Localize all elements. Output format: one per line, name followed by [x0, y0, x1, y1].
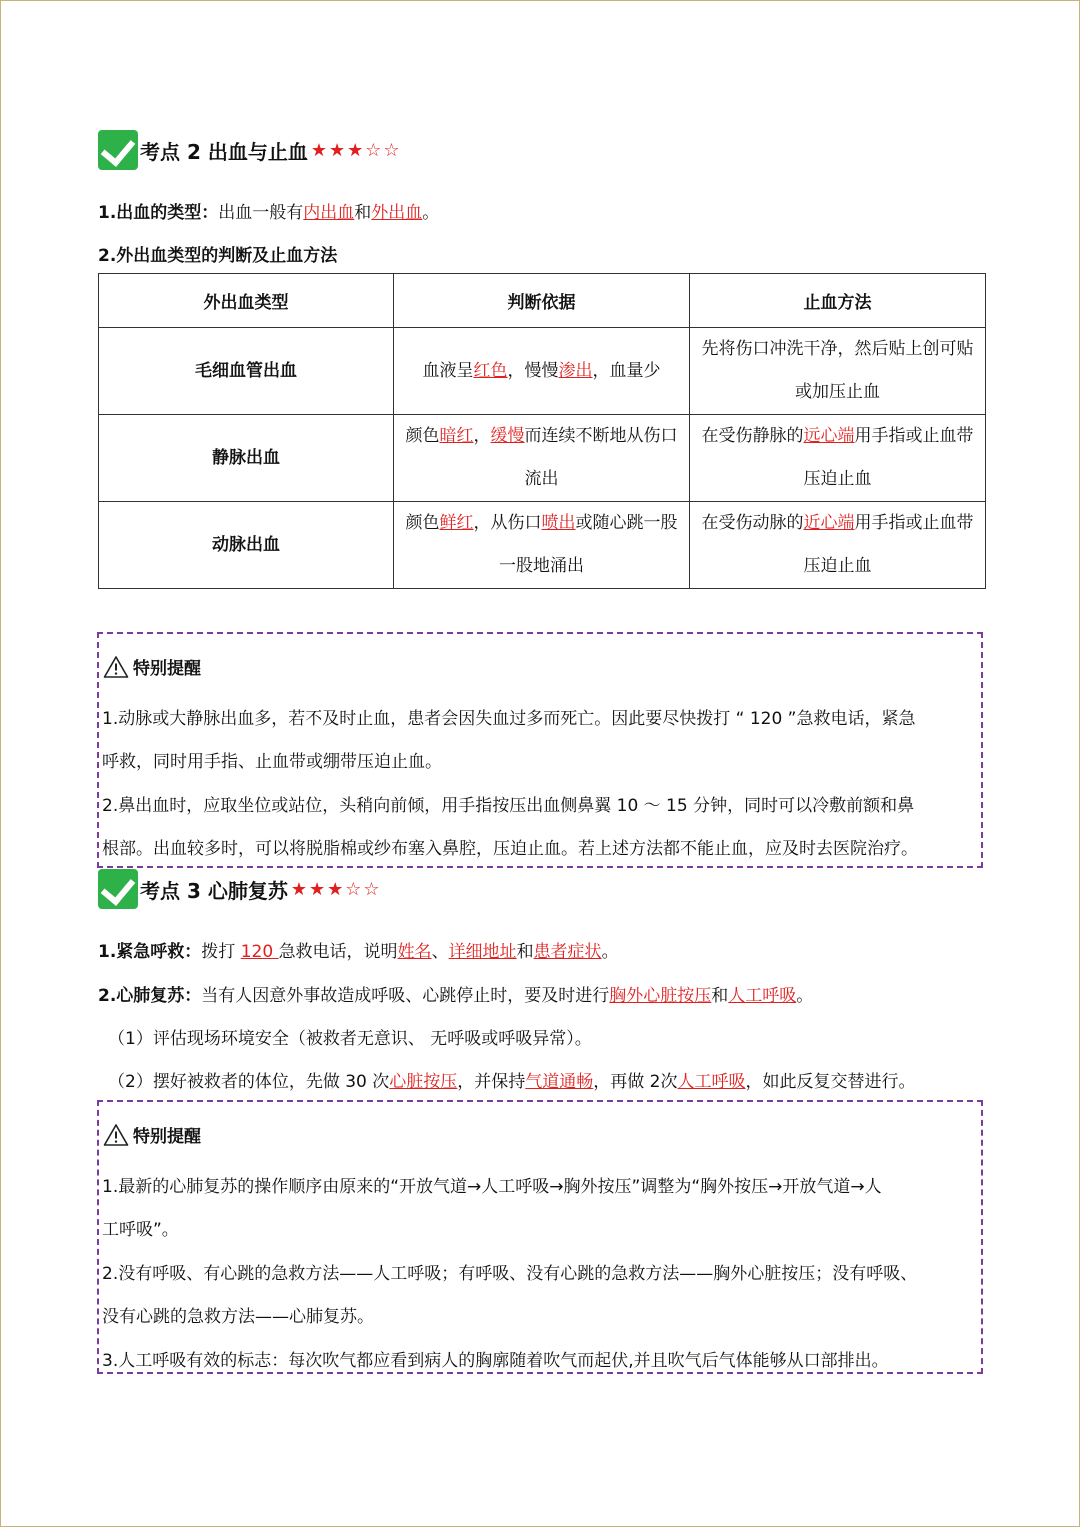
rating-stars: ★★★☆☆ — [310, 139, 402, 161]
colon: ： — [184, 942, 202, 962]
tip-line: 2.鼻出血时，应取坐位或站位，头稍向前倾，用手指按压出血侧鼻翼 10 ～ 15 分钟，同时可以冷敷前额和鼻 — [102, 796, 915, 816]
key-term: 近心端 — [803, 513, 855, 533]
key-term: 鲜红 — [439, 513, 474, 533]
text: 。 — [796, 986, 814, 1006]
text: ，再做 2次 — [593, 1072, 678, 1092]
text: 而连续不断地从伤口流出 — [524, 426, 678, 489]
basis-cell — [394, 415, 690, 502]
key-term: 外出血 — [371, 203, 423, 223]
item-label: 2.心肺复苏 — [98, 986, 185, 1006]
text: 在受伤静脉的 — [701, 426, 804, 446]
section3-title: 考点 3 心肺复苏 — [140, 878, 288, 903]
text: 用手指或止血带压迫止血 — [803, 513, 974, 576]
text: 出血一般有 — [218, 203, 304, 223]
colon: ： — [184, 986, 202, 1006]
key-term: 患者症状 — [533, 942, 602, 962]
bleeding-type: 毛细血管出血 — [99, 328, 394, 415]
text: ，并保持 — [457, 1072, 526, 1092]
text: 在受伤动脉的 — [701, 513, 804, 533]
tip-title-text: 特别提醒 — [133, 1127, 201, 1147]
text: 先将伤口冲洗干净，然后贴上创可贴或加压止血 — [701, 339, 974, 402]
method-cell — [690, 502, 986, 589]
section2-title: 考点 2 出血与止血 — [140, 139, 308, 164]
tip-box — [97, 1100, 983, 1374]
key-term: 内出血 — [303, 203, 355, 223]
text: 血液呈 — [422, 360, 474, 381]
table-row — [99, 328, 986, 415]
key-term: 心脏按压 — [389, 1072, 458, 1092]
section3-item2 — [98, 981, 813, 1006]
tip-line: 2.没有呼吸、有心跳的急救方法——人工呼吸；有呼吸、没有心跳的急救方法——胸外心脏按压；没有呼吸、 — [102, 1264, 918, 1284]
key-term: 人工呼吸 — [728, 986, 797, 1006]
tip-title — [103, 654, 201, 679]
text: 和 — [711, 986, 729, 1006]
tip-title — [103, 1122, 201, 1147]
bleeding-type: 静脉出血 — [99, 415, 394, 502]
method-cell — [690, 328, 986, 415]
tip-title-text: 特别提醒 — [133, 659, 201, 679]
item-label: 2.外出血类型的判断及止血方法 — [98, 246, 338, 266]
tip-line: 没有心跳的急救方法——心肺复苏。 — [102, 1307, 374, 1327]
text: 。 — [422, 203, 440, 223]
tip-line: 根部。出血较多时，可以将脱脂棉或纱布塞入鼻腔，压迫止血。若上述方法都不能止血，应及时去医院治疗。 — [102, 839, 918, 859]
basis-cell — [394, 328, 690, 415]
checkmark-icon — [98, 869, 138, 909]
key-term: 胸外心脏按压 — [609, 986, 712, 1006]
basis-cell — [394, 502, 690, 589]
text: 用手指或止血带压迫止血 — [803, 426, 974, 489]
warning-icon — [103, 1123, 129, 1147]
key-term: 气道通畅 — [525, 1072, 594, 1092]
colon: ： — [201, 203, 219, 223]
text: ，从伤口 — [473, 513, 542, 533]
section3-item1 — [98, 937, 619, 962]
warning-icon — [103, 655, 129, 679]
bleeding-table — [98, 273, 986, 589]
text: （2）摆好被救者的体位，先做 30 次 — [108, 1072, 390, 1092]
rating-stars: ★★★☆☆ — [290, 878, 382, 900]
table-row — [99, 415, 986, 502]
text: 和 — [354, 203, 372, 223]
tip-line: 1.动脉或大静脉出血多，若不及时止血，患者会因失血过多而死亡。因此要尽快拨打 “ 120 ”急救电话，紧急 — [102, 709, 916, 729]
text: ，血量少 — [592, 360, 661, 381]
text: ，如此反复交替进行。 — [745, 1072, 916, 1092]
method-cell — [690, 415, 986, 502]
text: ，慢慢 — [507, 360, 559, 381]
key-term: 红色 — [473, 360, 508, 381]
header-cell: 外出血类型 — [99, 274, 394, 328]
item-label: 1.紧急呼救 — [98, 942, 185, 962]
text: 。 — [601, 942, 619, 962]
tip-line: 呼救，同时用手指、止血带或绷带压迫止血。 — [102, 752, 442, 772]
tip-line: 3.人工呼吸有效的标志：每次吹气都应看到病人的胸廓随着吹气而起伏,并且吹气后气体能够从口部排出。 — [102, 1351, 889, 1371]
header-cell: 止血方法 — [690, 274, 986, 328]
tip-line: 1.最新的心肺复苏的操作顺序由原来的“开放气道→人工呼吸→胸外按压”调整为“胸外按压→开放气道→人 — [102, 1177, 882, 1197]
bleeding-type: 动脉出血 — [99, 502, 394, 589]
key-term: 详细地址 — [448, 942, 517, 962]
key-term: 远心端 — [803, 426, 855, 446]
section2-heading — [98, 130, 402, 170]
table-row — [99, 502, 986, 589]
table-header-row — [99, 274, 986, 328]
section2-item2 — [98, 241, 337, 266]
text: 和 — [516, 942, 534, 962]
section3-heading — [98, 869, 382, 909]
text: 、 — [431, 942, 449, 962]
text: 拨打 — [201, 942, 241, 962]
text: 当有人因意外事故造成呼吸、心跳停止时，要及时进行 — [201, 986, 610, 1006]
header-cell: 判断依据 — [394, 274, 690, 328]
key-term: 人工呼吸 — [677, 1072, 746, 1092]
tip-line: 工呼吸”。 — [102, 1220, 179, 1240]
key-term: 姓名 — [397, 942, 432, 962]
section3-step2 — [108, 1067, 916, 1092]
key-term: 喷出 — [541, 513, 576, 533]
key-term: 缓慢 — [490, 426, 525, 446]
item-label: 1.出血的类型 — [98, 203, 202, 223]
section3-step1: （1）评估现场环境安全（被救者无意识、 无呼吸或呼吸异常）。 — [108, 1029, 592, 1049]
text: 急救电话，说明 — [278, 942, 398, 962]
text: ， — [473, 426, 491, 446]
text: 颜色 — [405, 426, 440, 446]
tip-box — [97, 632, 983, 868]
key-term: 120 — [240, 942, 279, 962]
checkmark-icon — [98, 130, 138, 170]
section2-item1 — [98, 198, 439, 223]
key-term: 暗红 — [439, 426, 474, 446]
key-term: 渗出 — [558, 360, 593, 381]
text: 颜色 — [405, 513, 440, 533]
text: 或随心跳一股一股地涌出 — [499, 513, 678, 576]
